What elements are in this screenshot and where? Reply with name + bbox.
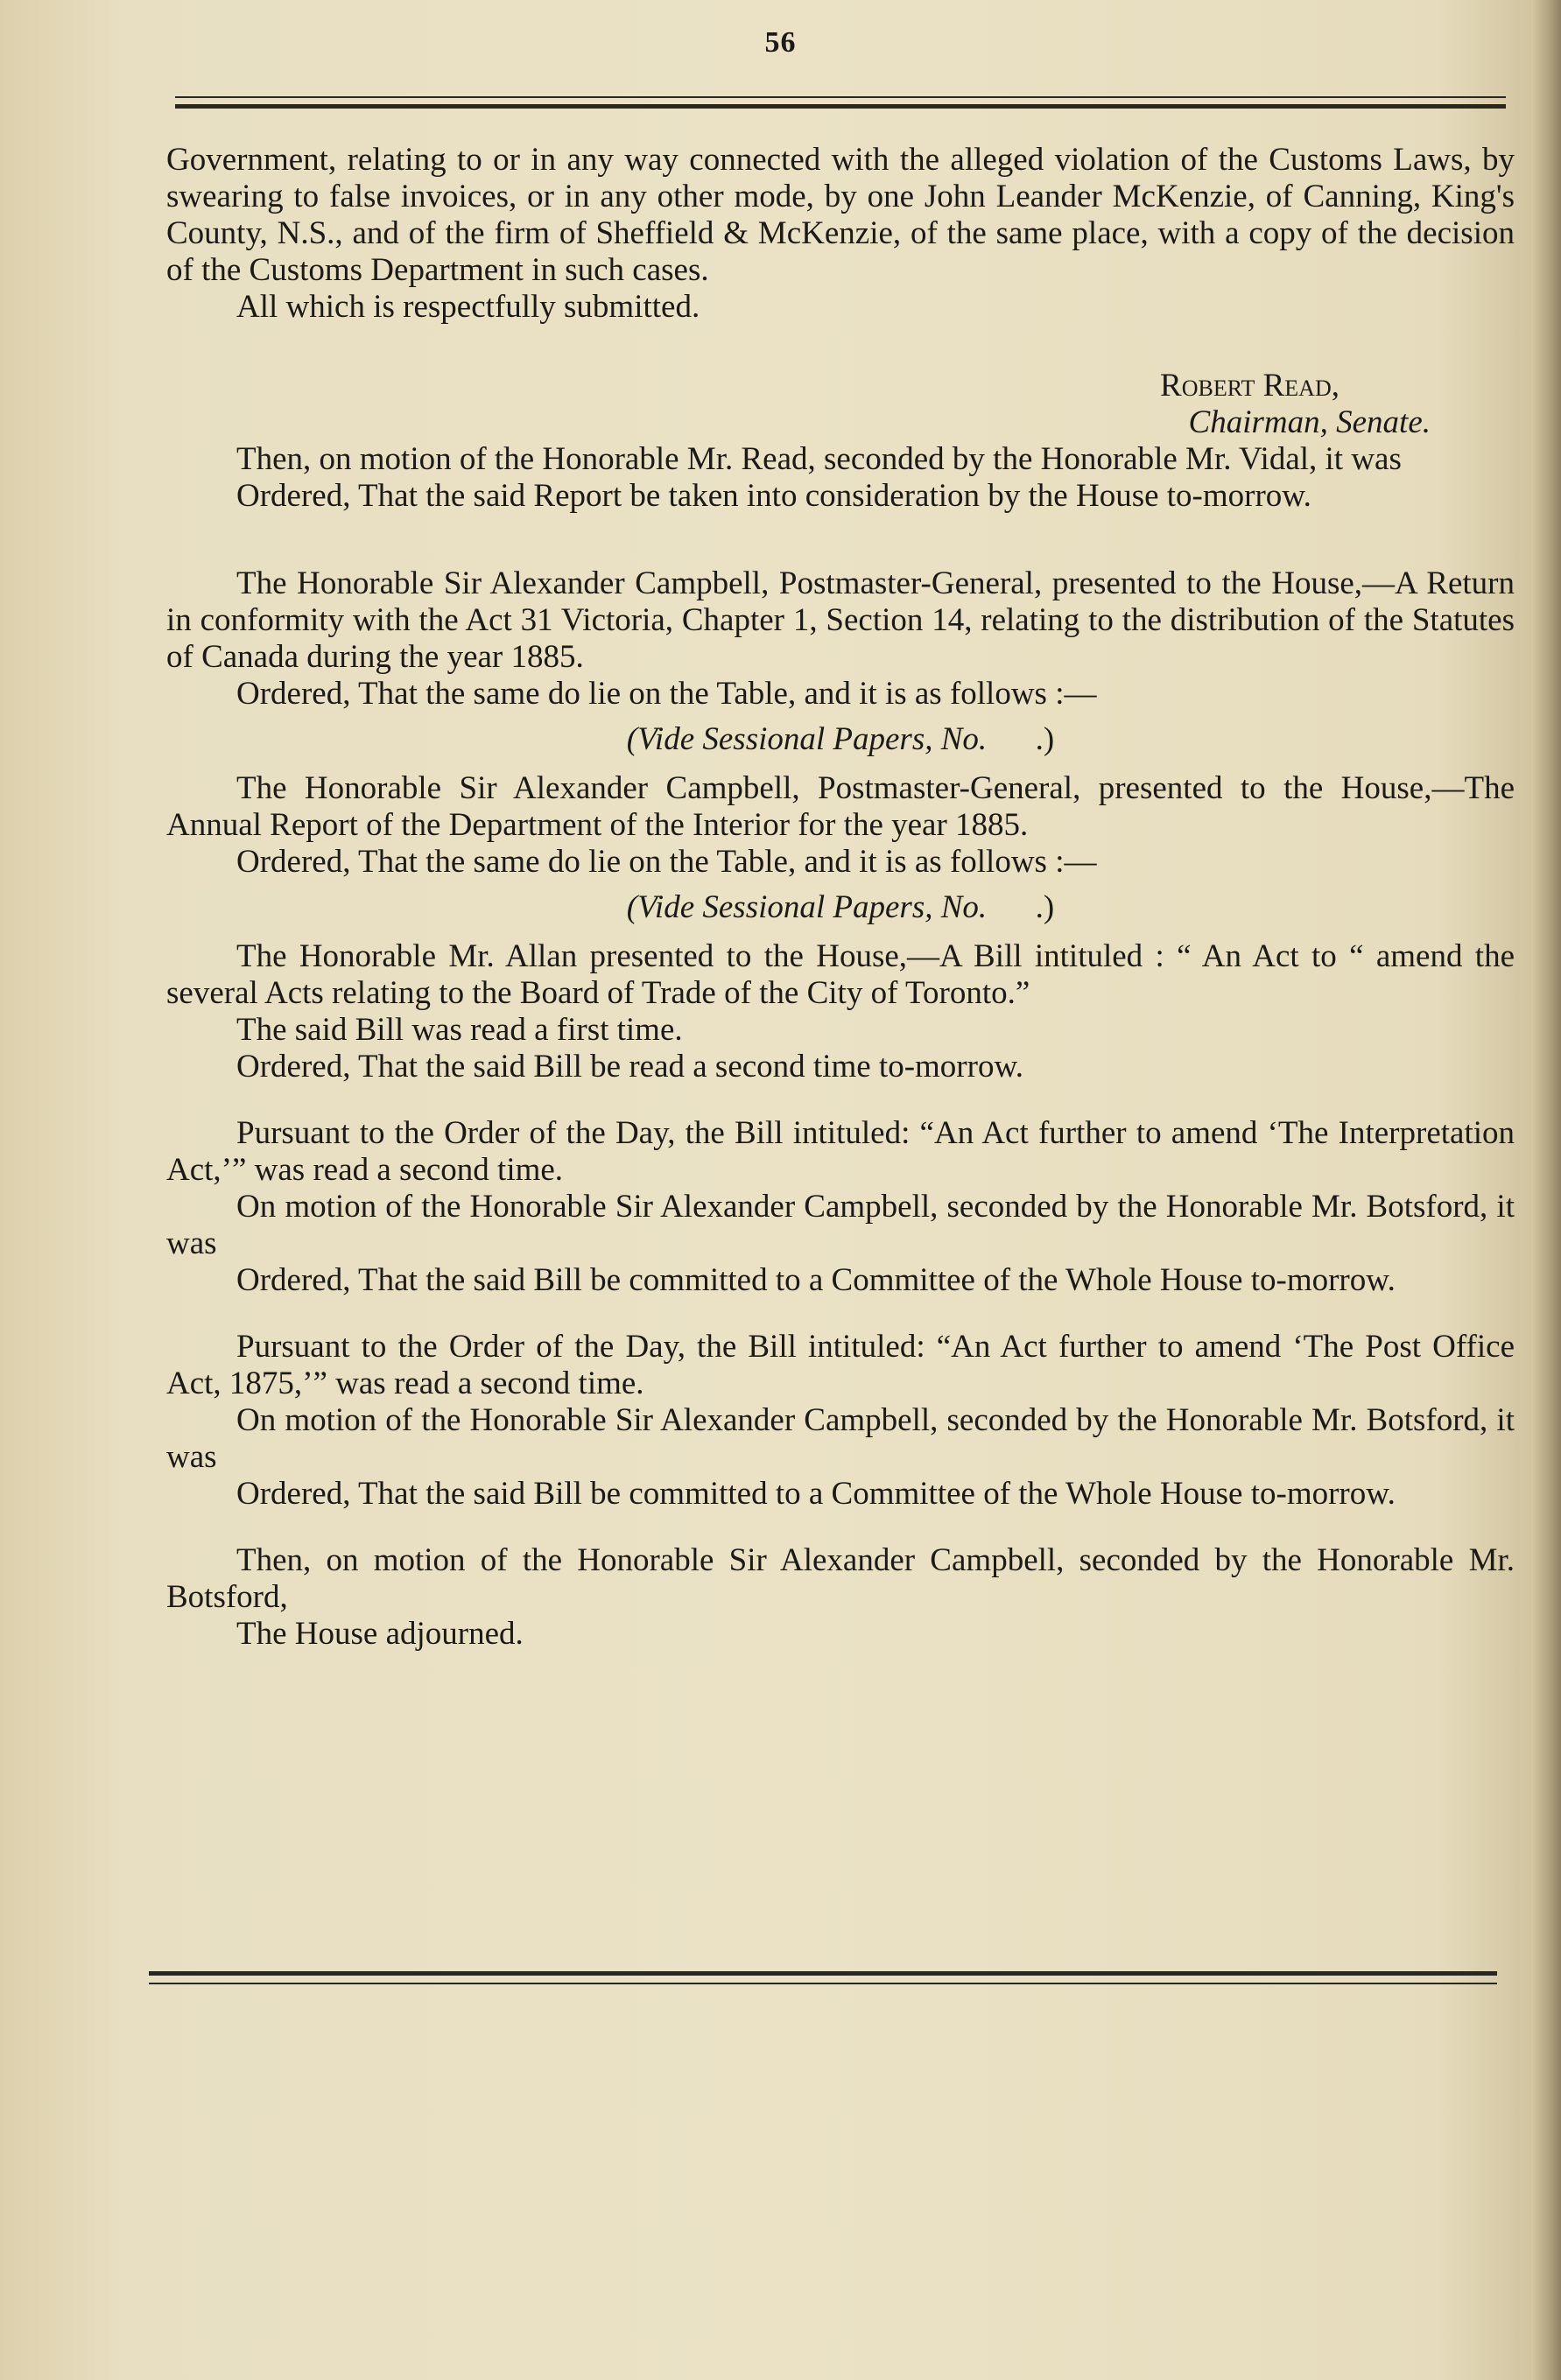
motion-read-vidal: Then, on motion of the Honorable Mr. Read, seconded by the Honorable Mr. Vidal, it was	[236, 441, 1402, 477]
binding-spine	[1531, 0, 1561, 2380]
order-report-consideration: Ordered, That the said Report be taken into consideration by the House to-morrow.	[236, 478, 1311, 514]
header-rule	[175, 96, 1506, 109]
vide-sessional-papers-2	[166, 889, 1515, 926]
vide-end-1: .)	[1035, 721, 1055, 757]
vide-end-2: .)	[1035, 889, 1055, 925]
page-number: 56	[764, 26, 797, 59]
house-adjourned: The House adjourned.	[236, 1616, 524, 1652]
order-committee-interpretation: Ordered, That the said Bill be committed to a Committee of the Whole House to-morrow.	[236, 1262, 1396, 1298]
signature-title: Chairman, Senate.	[1188, 404, 1431, 440]
bill-interpretation-act: Pursuant to the Order of the Day, the Bill intituled: “An Act further to amend ‘The Interpretation Act,’” was read a second time.	[166, 1115, 1515, 1188]
vide-label-2: (Vide Sessional Papers, No.	[626, 889, 988, 925]
motion-post-office: On motion of the Honorable Sir Alexander Campbell, seconded by the Honorable Mr. Botsford, it was	[166, 1402, 1515, 1475]
order-lie-on-table-1: Ordered, That the same do lie on the Table, and it is as follows :—	[236, 676, 1097, 712]
bill-board-of-trade: The Honorable Mr. Allan presented to the House,—A Bill intituled : “ An Act to “ amend the several Acts relating to the Board of Trade of the City of Toronto.”	[166, 938, 1515, 1011]
bill-post-office-act: Pursuant to the Order of the Day, the Bill intituled: “An Act further to amend ‘The Post Office Act, 1875,’” was read a second time.	[166, 1329, 1515, 1401]
footer-rule	[149, 1971, 1497, 1984]
report-continuation: Government, relating to or in any way connected with the alleged violation of the Customs Laws, by swearing to false invoices, or in any other mode, by one John Leander McKenzie, of Canning, King's County, N.S., and of the firm of Sheffield & McKenzie, of the same place, with a copy of the decision of the Customs Department in such cases.	[166, 142, 1515, 288]
vide-sessional-papers-1	[166, 721, 1515, 758]
signature-name: Robert Read,	[1160, 368, 1340, 404]
motion-interpretation: On motion of the Honorable Sir Alexander Campbell, seconded by the Honorable Mr. Botsford, it was	[166, 1189, 1515, 1261]
bill-first-reading: The said Bill was read a first time.	[236, 1012, 683, 1048]
return-statutes-distribution: The Honorable Sir Alexander Campbell, Postmaster-General, presented to the House,—A Return in conformity with the Act 31 Victoria, Chapter 1, Section 14, relating to the distribution of the Statutes of Canada during the year 1885.	[166, 565, 1515, 675]
vide-label-1: (Vide Sessional Papers, No.	[626, 721, 988, 757]
order-lie-on-table-2: Ordered, That the same do lie on the Table, and it is as follows :—	[236, 844, 1097, 880]
adjournment-motion: Then, on motion of the Honorable Sir Alexander Campbell, seconded by the Honorable Mr. Botsford,	[166, 1542, 1515, 1615]
journal-body	[166, 142, 1515, 1653]
report-closing: All which is respectfully submitted.	[236, 289, 700, 325]
report-interior-department: The Honorable Sir Alexander Campbell, Postmaster-General, presented to the House,—The Annual Report of the Department of the Interior for the year 1885.	[166, 770, 1515, 843]
order-committee-post-office: Ordered, That the said Bill be committed to a Committee of the Whole House to-morrow.	[236, 1476, 1396, 1512]
order-second-reading: Ordered, That the said Bill be read a second time to-morrow.	[236, 1049, 1024, 1085]
